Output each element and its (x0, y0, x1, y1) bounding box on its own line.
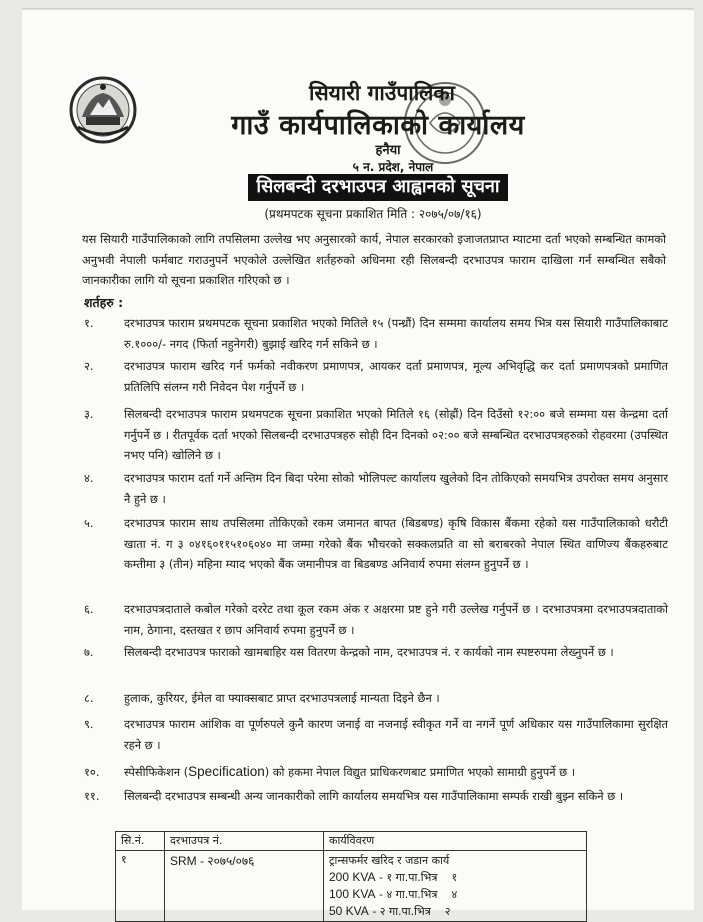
term-number: ९. (84, 717, 94, 731)
item-place: - २ गा.पा.भित्र (372, 905, 431, 918)
item-qty: १ (451, 871, 458, 884)
term-item (84, 513, 668, 575)
bid-number: SRM - २०७५/०७६ (170, 854, 255, 868)
term-number: ११. (84, 789, 100, 803)
col-header-sn: सि.नं. (116, 832, 165, 851)
office-province: ५ न. प्रदेश, नेपाल (352, 160, 434, 174)
term-text: दरभाउपत्रदाताले कबोल गरेको दररेट तथा कूल रकम अंक र अक्षरमा प्रष्ट हुने गरी उल्लेख गर्नुपर्ने छ । दरभाउपत्रमा दरभाउपत्रदाताको नाम, ठेगाना, दस्तखत र छाप अनिवार्य रुपमा हुनुपर्ने छ । (124, 602, 668, 637)
term-text (124, 762, 668, 783)
term-text: दरभाउपत्र फाराम साथ तपसिलमा तोकिएको रकम जमानत बापत (बिडबण्ड) कृषि विकास बैंकमा रहेको यस गाउँपालिकाको धरौटी खाता नं. ग ३ ०४१६०११५१०६०४० मा जम्मा गरेको बैंक भौचरको सक्कलप्रति वा सो बराबरको नेपाल स्थित वाणिज्य बैंकहरुबाट कम्तीमा ३ (तीन) महिना म्याद भएको बैंक जमानीपत्र वा बिडबण्ड अनिवार्य रुपमा संलग्न हुनुपर्ने छ । (124, 516, 668, 571)
term-text: सिलबन्दी दरभाउपत्र सम्बन्धी अन्य जानकारीको लागि कार्यालय समयभित्र यस गाउँपालिकामा सम्पर्क राखी बुझ्न सकिने छ । (124, 789, 624, 803)
col-header-bid-no: दरभाउपत्र नं. (165, 832, 324, 851)
term-text: दरभाउपत्र फाराम आंशिक वा पूर्णरुपले कुनै कारण जनाई वा नजनाई स्वीकृत गर्ने वा नगर्ने पूर्ण अधिकार यस गाउँपालिकामा सुरक्षित रहने छ । (124, 717, 668, 752)
description-item (329, 903, 581, 920)
item-capacity: 100 KVA (329, 887, 376, 901)
item-qty: ४ (451, 888, 458, 901)
term-item (84, 714, 668, 755)
cell-description (324, 851, 587, 922)
item-qty: २ (444, 905, 451, 918)
notice-banner-wrap (22, 174, 694, 201)
item-capacity: 200 KVA (329, 870, 376, 884)
item-capacity: 50 KVA (329, 904, 369, 918)
bid-details-table (115, 831, 587, 922)
term-number: ७. (84, 645, 94, 659)
term-text-latin: Specification (188, 764, 265, 779)
term-item (84, 688, 668, 709)
term-number: २. (84, 359, 94, 373)
term-text: सिलबन्दी दरभाउपत्र फाराम प्रथमपटक सूचना प्रकाशित भएको मितिले १६ (सोह्रौं) दिन दिउँसो १२:०० बजे सम्ममा यस केन्द्रमा दर्ता गर्नुपर्ने छ । रीतपूर्वक दर्ता भएको सिलबन्दी दरभाउपत्रहरु सोही दिन दिनको ०२:०० बजे सम्बन्धित दरभाउपत्रहरुको रोहवरमा (उपस्थित नभए पनि) खोलिने छ । (124, 407, 668, 462)
col-header-description: कार्यविवरण (324, 832, 587, 851)
office-name: सियारी गाउँपालिका (309, 80, 455, 105)
term-text: सिलबन्दी दरभाउपत्र फाराको खामबाहिर यस वितरण केन्द्रको नाम, दरभाउपत्र नं. र कार्यको नाम स्पष्टरुपमा लेख्नुपर्ने छ । (124, 645, 614, 659)
term-item (84, 356, 668, 397)
term-number: १. (84, 316, 94, 330)
term-item (84, 762, 668, 783)
table-header-row (116, 832, 587, 851)
terms-heading: शर्तहरु : (84, 295, 124, 310)
term-number: ५. (84, 516, 94, 530)
item-place: - ४ गा.पा.भित्र (378, 888, 438, 901)
intro-paragraph: यस सियारी गाउँपालिकाको लागि तपसिलमा उल्लेख भए अनुसारको कार्य, नेपाल सरकारको इजाजतप्राप्त म्याटमा दर्ता भएको सम्बन्धित कामको अनुभवी नेपाली फर्मबाट गराउनुपर्ने भएकोले उल्लेखित शर्तहरुको अधिनमा रही सिलबन्दी दरभाउपत्र फाराम दाखिला गर्न सम्बन्धित सबैको जानकारीका लागि यो सूचना प्रकाशित गरिएको छ । (82, 232, 666, 287)
cell-sn: १ (116, 851, 165, 922)
term-item (84, 599, 668, 640)
item-place: - १ गा.पा.भित्र (378, 871, 438, 884)
notice-banner: सिलबन्दी दरभाउपत्र आह्वानको सूचना (248, 174, 507, 201)
term-text-before: स्पेसीफिकेशन ( (124, 765, 189, 779)
description-title: ट्रान्सफर्मर खरिद र जडान कार्य (329, 854, 450, 867)
term-number: ६. (84, 602, 94, 616)
term-item (84, 468, 668, 509)
term-number: ८. (84, 691, 94, 705)
term-text: हुलाक, कुरियर, ईमेल वा फ्याक्सबाट प्राप्त दरभाउपत्रलाई मान्यता दिइने छैन । (124, 691, 440, 705)
description-item (329, 869, 581, 886)
term-item (84, 786, 668, 807)
term-text: दरभाउपत्र फाराम खरिद गर्न फर्मको नवीकरण प्रमाणपत्र, आयकर दर्ता प्रमाणपत्र, मूल्य अभिवृद्धि कर दर्ता प्रमाणपत्रको प्रमाणित प्रतिलिपि संलग्न गरी निवेदन पेश गर्नुपर्ने छ । (124, 359, 668, 394)
term-text: दरभाउपत्र फाराम प्रथमपटक सूचना प्रकाशित भएको मितिले १५ (पन्ध्रौं) दिन सम्ममा कार्यालय समय भित्र यस सियारी गाउँपालिकाबाट रु.१०००/- नगद (फिर्ता नहुनेगरी) बुझाई खरिद गर्न सकिने छ । (124, 316, 668, 351)
office-title: गाउँ कार्यपालिकाको कार्यालय (231, 110, 525, 141)
term-item (84, 642, 668, 663)
term-number: ३. (84, 407, 94, 421)
term-number: ४. (84, 471, 94, 485)
notice-page (22, 8, 694, 918)
term-text-after: ) को हकमा नेपाल विद्युत प्राधिकरणबाट प्रमाणित भएको सामाग्री हुनुपर्ने छ । (264, 765, 576, 779)
term-item (84, 404, 668, 466)
description-item (329, 886, 581, 903)
office-place: हनैया (375, 143, 401, 158)
publish-date: (प्रथमपटक सूचना प्रकाशित मिति : २०७५/०७/१६) (264, 207, 482, 221)
term-number: १०. (84, 765, 100, 779)
cell-bid-no (165, 851, 324, 922)
term-item (84, 313, 668, 354)
term-text: दरभाउपत्र फाराम दर्ता गर्ने अन्तिम दिन बिदा परेमा सोको भोलिपल्ट कार्यालय खुलेको दिन तोकिएको समयभित्र उपरोक्त समय अनुसार नै हुने छ । (124, 471, 668, 506)
table-row (116, 851, 587, 922)
